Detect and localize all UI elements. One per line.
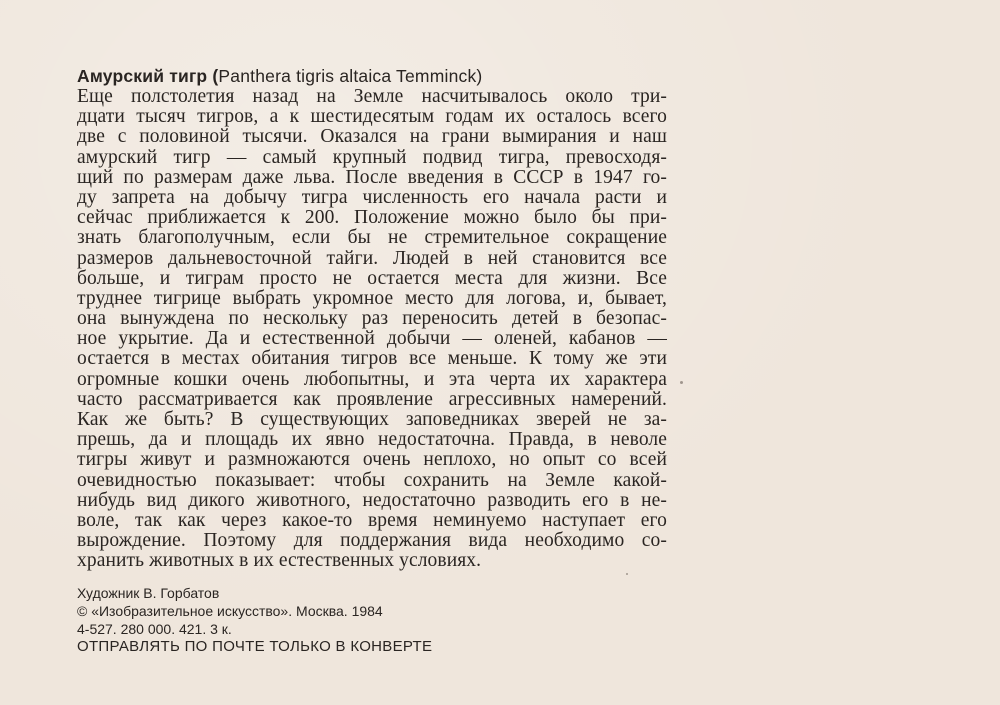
article-line: она вынуждена по нескольку раз переносить детей в безопас- xyxy=(77,308,667,330)
article-line: хранить животных в их естественных условиях. xyxy=(77,550,482,572)
title-latin-name: Panthera tigris altaica Temminck) xyxy=(218,66,483,86)
article-line: щий по размерам даже льва. После введения в СССР в 1947 го- xyxy=(77,166,667,188)
article-line: вырождение. Поэтому для поддержания вида необходимо со- xyxy=(77,530,667,552)
article-line: часто рассматривается как проявление агрессивных намерений. xyxy=(77,388,667,410)
article-line: воле, так как через какое-то время неминуемо наступает его xyxy=(77,509,667,531)
article-line: две с половиной тысячи. Оказался на грани вымирания и наш xyxy=(77,126,667,148)
article-line: остается в местах обитания тигров все меньше. К тому же эти xyxy=(77,348,667,370)
article xyxy=(77,65,667,572)
article-body xyxy=(77,87,667,572)
print-code: 4-527. 280 000. 421. 3 к. xyxy=(77,621,232,637)
article-line: больше, и тиграм просто не остается места для жизни. Все xyxy=(77,267,667,289)
article-line: прешь, да и площадь их явно недостаточна. Правда, в неволе xyxy=(77,429,667,451)
article-line: Как же быть? В существующих заповедниках зверей не за- xyxy=(77,409,667,430)
article-line: амурский тигр — самый крупный подвид тигра, превосходя- xyxy=(77,146,667,168)
article-line: Еще полстолетия назад на Земле насчитывалось около три- xyxy=(77,86,667,107)
article-line: сейчас приближается к 200. Положение можно было бы при- xyxy=(77,207,667,229)
imprint xyxy=(77,584,432,656)
article-title xyxy=(77,65,667,87)
article-line: труднее тигрице выбрать укромное место для логова, и, бывает, xyxy=(77,287,667,309)
title-russian-name: Амурский тигр ( xyxy=(77,66,219,86)
article-line: ное укрытие. Да и естественной добычи — оленей, кабанов — xyxy=(77,328,667,350)
article-line: ду запрета на добычу тигра численность его начала расти и xyxy=(77,186,667,208)
publisher-line: © «Изобразительное искусство». Москва. 1984 xyxy=(77,603,383,619)
article-line: нибудь вид дикого животного, недостаточно разводить его в не- xyxy=(77,489,667,511)
article-line: очевидностью показывает: чтобы сохранить на Земле какой- xyxy=(77,469,667,491)
article-line: тигры живут и размножаются очень неплохо, но опыт со всей xyxy=(77,449,667,471)
article-line: дцати тысяч тигров, а к шестидесятым годам их осталось всего xyxy=(77,106,667,128)
article-line: знать благополучным, если бы не стремительное сокращение xyxy=(77,227,667,249)
article-line: огромные кошки очень любопытны, и эта черта их характера xyxy=(77,368,667,390)
paper-speck xyxy=(680,381,683,384)
mailing-notice: ОТПРАВЛЯТЬ ПО ПОЧТЕ ТОЛЬКО В КОНВЕРТЕ xyxy=(77,638,433,655)
article-line: размеров дальневосточной тайги. Людей в ней становится все xyxy=(77,247,667,269)
artist-credit: Художник В. Горбатов xyxy=(77,585,220,601)
paper-speck xyxy=(626,573,628,575)
